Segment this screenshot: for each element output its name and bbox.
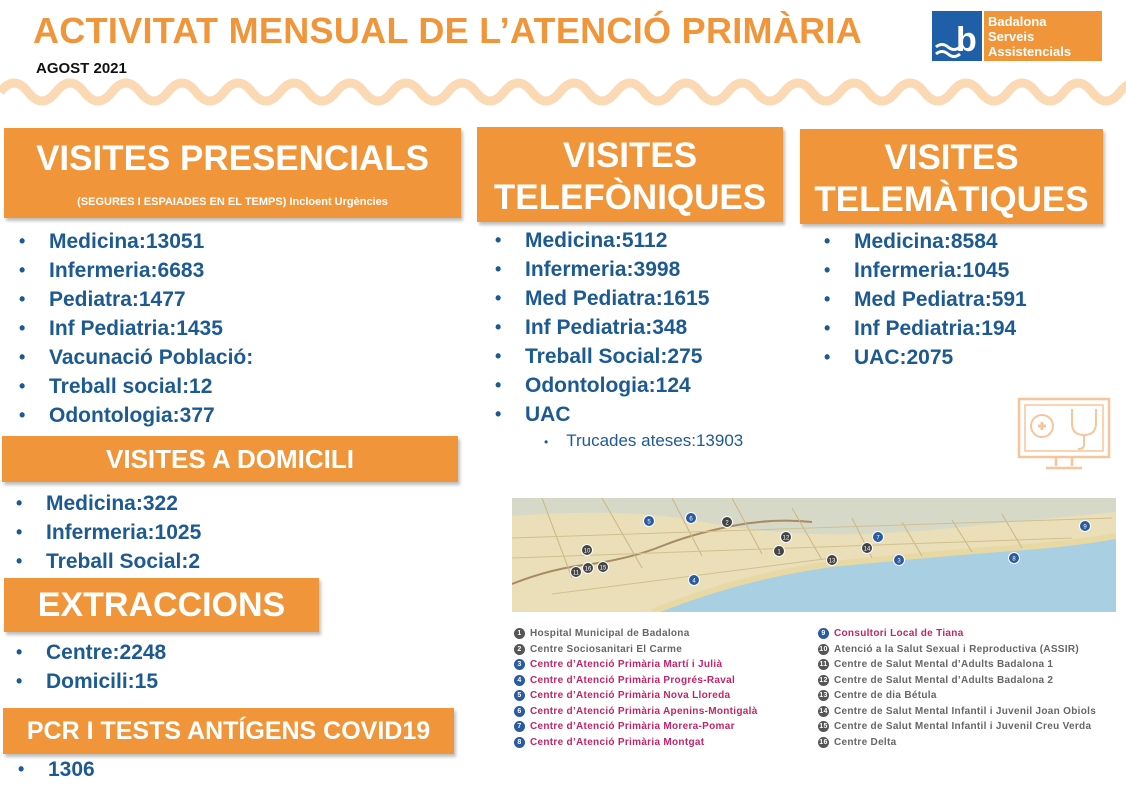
logo-mark <box>932 11 982 61</box>
legend-item <box>818 735 1096 751</box>
list-item: • Treball social:12 <box>19 372 253 401</box>
map-marker <box>1080 521 1091 532</box>
list-item: • Odontologia:124 <box>495 371 709 400</box>
legend-number: 1 <box>514 628 525 639</box>
legend-label: Centre Sociosanitari El Carme <box>530 643 683 655</box>
logo-letter: b <box>956 21 977 59</box>
list-item: • Inf Pediatria:348 <box>495 313 709 342</box>
legend-number: 5 <box>514 690 525 701</box>
telematiques-list <box>824 227 1027 372</box>
legend-label: Centre Delta <box>834 736 897 748</box>
map-marker <box>827 555 838 566</box>
legend-item <box>818 642 1096 658</box>
domicili-header: VISITES A DOMICILI <box>2 436 458 482</box>
map-marker <box>686 513 697 524</box>
pcr-header: PCR I TESTS ANTÍGENS COVID19 <box>3 708 454 754</box>
map-marker <box>722 517 733 528</box>
extraccions-header: EXTRACCIONS <box>4 578 319 632</box>
list-item: • Inf Pediatria:194 <box>824 314 1027 343</box>
map-marker <box>571 567 582 578</box>
map-marker-label: 5 <box>647 519 651 526</box>
legend-label: Hospital Municipal de Badalona <box>530 628 690 639</box>
map-marker-label: 1 <box>777 549 781 556</box>
list-item: • Med Pediatra:591 <box>824 285 1027 314</box>
legend-item <box>514 657 758 673</box>
legend-label: Centre de Salut Mental Infantil i Juvenil Joan Obiols <box>834 705 1097 717</box>
map-marker-label: 15 <box>599 565 607 572</box>
domicili-list <box>16 489 201 576</box>
map-marker <box>774 546 785 557</box>
legend-number: 8 <box>514 737 525 748</box>
logo-line: Assistencials <box>988 44 1072 59</box>
legend-label: Centre d’Atenció Primària Apenins-Montigalà <box>530 705 758 717</box>
legend-number: 10 <box>819 645 828 653</box>
list-item: • Infermeria:6683 <box>19 256 253 285</box>
legend-number: 11 <box>819 661 828 669</box>
badalona-map <box>512 498 1116 612</box>
legend-item <box>514 626 758 642</box>
decorative-wave <box>0 72 1126 112</box>
map-marker-label: 3 <box>897 558 901 565</box>
map-marker-label: 8 <box>1012 556 1016 563</box>
legend-number: 16 <box>819 738 828 746</box>
legend-number: 15 <box>819 723 828 731</box>
map-marker-label: 2 <box>725 520 729 527</box>
legend-item <box>514 673 758 689</box>
list-item: • Treball Social:275 <box>495 342 709 371</box>
page-title: ACTIVITAT MENSUAL DE L’ATENCIÓ PRIMÀRIA <box>33 10 863 51</box>
map-marker <box>582 545 593 556</box>
map-marker-label: 4 <box>692 578 696 585</box>
telematiques-title-line2: TELEMÀTIQUES <box>814 180 1089 219</box>
list-item: • Treball Social:2 <box>16 547 201 576</box>
map-marker-label: 7 <box>876 535 880 542</box>
map-marker <box>1009 553 1020 564</box>
list-item: • Medicina:8584 <box>824 227 1027 256</box>
legend-label: Centre d’Atenció Primària Morera-Pomar <box>530 721 735 732</box>
legend-label: Centre de Salut Mental d’Adults Badalona 2 <box>834 674 1054 686</box>
telematiques-title-line1: VISITES <box>884 138 1019 177</box>
legend-label: Centre d’Atenció Primària Martí i Julià <box>530 659 723 670</box>
legend-number: 7 <box>514 721 525 732</box>
list-item: • Medicina:13051 <box>19 227 253 256</box>
map-marker-label: 12 <box>782 535 790 542</box>
list-item: • Medicina:322 <box>16 489 201 518</box>
list-item: • UAC <box>495 400 709 429</box>
legend-item <box>818 719 1096 735</box>
map-marker <box>862 543 873 554</box>
presencials-header <box>4 128 461 218</box>
legend-item <box>514 642 758 658</box>
map-marker <box>689 575 700 586</box>
list-item: • 1306 <box>18 755 95 784</box>
list-item: • Domicili:15 <box>16 667 166 696</box>
legend-number: 13 <box>819 692 828 700</box>
legend-right <box>818 626 1096 750</box>
list-item: • UAC:2075 <box>824 343 1027 372</box>
legend-number: 3 <box>514 659 525 670</box>
map-marker <box>894 555 905 566</box>
pcr-list <box>18 755 95 784</box>
legend-item <box>514 704 758 720</box>
list-item: • Vacunació Població: <box>19 343 253 372</box>
legend-item <box>818 688 1096 704</box>
legend-number: 9 <box>818 628 829 639</box>
presencials-list <box>19 227 253 430</box>
legend-number: 6 <box>514 706 525 717</box>
map-marker-label: 6 <box>689 516 693 523</box>
legend-label: Centre d’Atenció Primària Nova Lloreda <box>530 690 731 701</box>
telefoniques-header <box>477 127 783 222</box>
legend-item <box>818 657 1096 673</box>
legend-number: 2 <box>514 644 525 655</box>
map-marker-label: 14 <box>863 546 871 553</box>
legend-left <box>514 626 758 750</box>
list-item: • Inf Pediatria:1435 <box>19 314 253 343</box>
map-marker-label: 16 <box>584 566 592 573</box>
legend-label: Centre de Salut Mental d’Adults Badalona 1 <box>834 659 1054 670</box>
map-marker-label: 11 <box>572 570 580 577</box>
uac-sub-item <box>544 431 743 451</box>
logo-line: Badalona <box>988 14 1047 29</box>
sub-bullet: • <box>544 435 549 449</box>
telefoniques-title-line2: TELEFÒNIQUES <box>493 178 767 217</box>
list-item: • Infermeria:3998 <box>495 255 709 284</box>
legend-item <box>818 673 1096 689</box>
legend-item <box>514 735 758 751</box>
badalona-logo <box>932 11 1102 61</box>
list-item: • Pediatra:1477 <box>19 285 253 314</box>
list-item: • Medicina:5112 <box>495 226 709 255</box>
legend-number: 12 <box>819 676 828 684</box>
list-item: • Infermeria:1025 <box>16 518 201 547</box>
list-item: • Odontologia:377 <box>19 401 253 430</box>
legend-label: Centre d’Atenció Primària Montgat <box>530 736 705 748</box>
period-label: AGOST 2021 <box>36 60 127 77</box>
sub-item-text: Trucades ateses:13903 <box>566 431 744 450</box>
map-marker <box>583 563 594 574</box>
list-item: • Centre:2248 <box>16 638 166 667</box>
legend-label: Consultori Local de Tiana <box>834 628 964 639</box>
legend-label: Centre d’Atenció Primària Progrés-Raval <box>530 674 736 686</box>
legend-label: Centre de Salut Mental Infantil i Juvenil Creu Verda <box>834 721 1092 732</box>
legend-number: 4 <box>514 675 525 686</box>
list-item: • Infermeria:1045 <box>824 256 1027 285</box>
map-marker <box>644 516 655 527</box>
logo-text <box>984 11 1102 61</box>
map-marker <box>873 532 884 543</box>
legend-number: 14 <box>819 707 828 715</box>
legend-label: Centre de dia Bétula <box>834 690 937 701</box>
map-marker-label: 9 <box>1083 524 1087 531</box>
telefoniques-title-line1: VISITES <box>562 136 698 175</box>
list-item: • Med Pediatra:1615 <box>495 284 709 313</box>
extraccions-list <box>16 638 166 696</box>
presencials-note: (SEGURES I ESPAIADES EN EL TEMPS) Incloent Urgències <box>77 196 388 208</box>
logo-line: Serveis <box>988 29 1035 44</box>
telemedicine-monitor-icon <box>1016 396 1112 472</box>
telefoniques-list <box>495 226 709 429</box>
telematiques-header <box>800 129 1103 224</box>
presencials-title: VISITES PRESENCIALS <box>36 139 429 178</box>
map-marker <box>781 532 792 543</box>
legend-item <box>818 626 1096 642</box>
map-marker-label: 10 <box>583 548 591 555</box>
legend-label: Atenció a la Salut Sexual i Reproductiva (ASSIR) <box>834 643 1080 655</box>
map-marker-label: 13 <box>828 558 836 565</box>
legend-item <box>514 688 758 704</box>
legend-item <box>818 704 1096 720</box>
map-marker <box>598 562 609 573</box>
legend-item <box>514 719 758 735</box>
